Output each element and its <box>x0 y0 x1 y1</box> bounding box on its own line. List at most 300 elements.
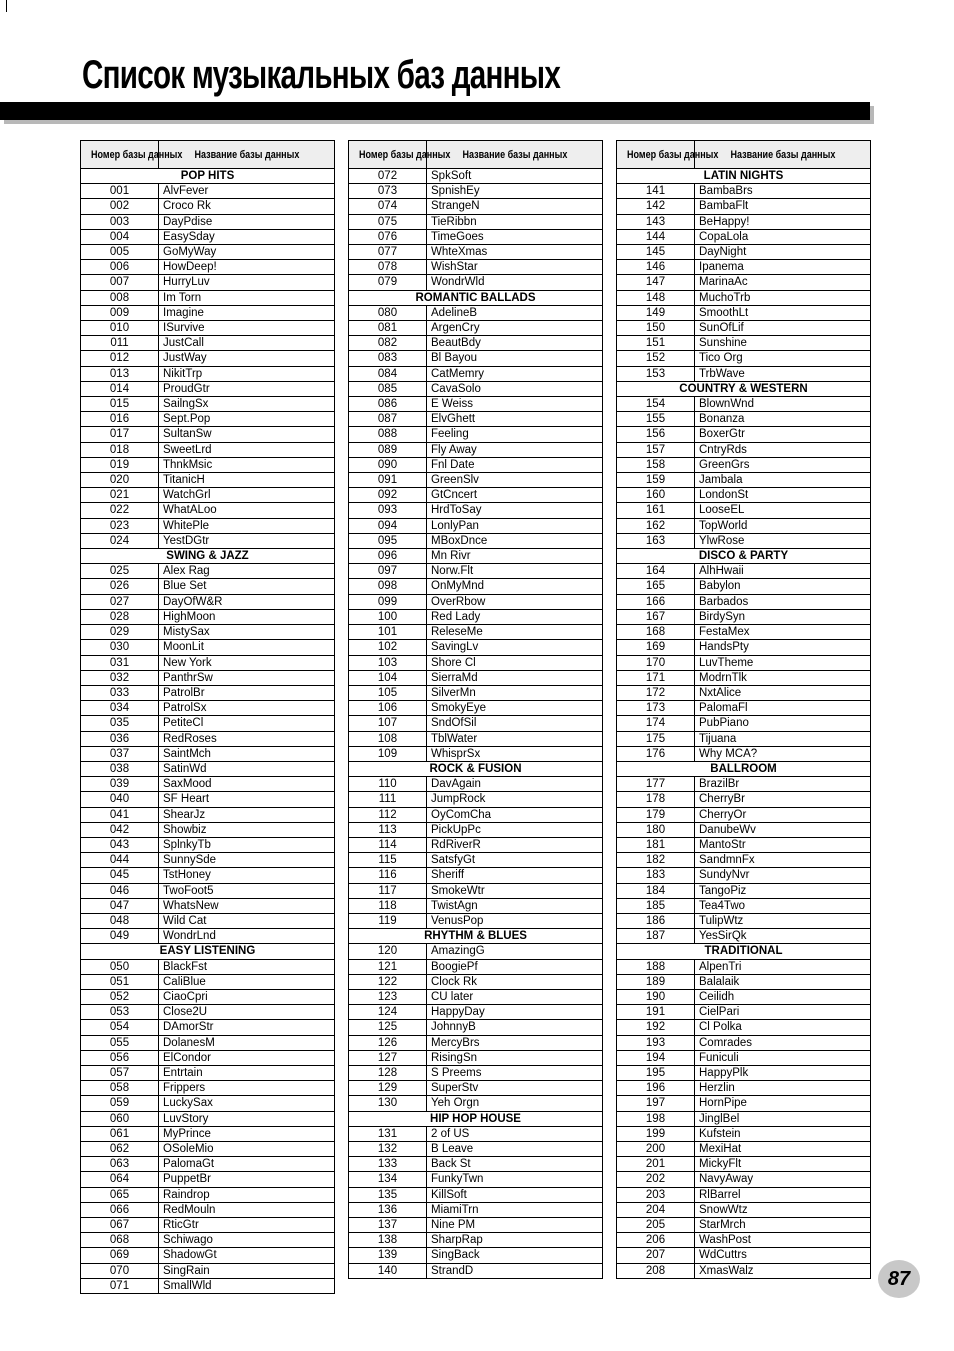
database-number: 181 <box>617 837 695 852</box>
database-number: 013 <box>81 366 159 381</box>
database-name: Tico Org <box>695 351 871 366</box>
database-number: 100 <box>349 609 427 624</box>
database-name: MoonLit <box>159 640 335 655</box>
database-number: 198 <box>617 1111 695 1126</box>
table-row <box>81 625 335 640</box>
database-number: 094 <box>349 518 427 533</box>
database-name: SpnishEy <box>427 184 603 199</box>
database-number: 087 <box>349 412 427 427</box>
table-row <box>81 336 335 351</box>
table-row <box>81 761 335 776</box>
table-row <box>81 929 335 944</box>
table-row <box>349 1035 603 1050</box>
database-number: 158 <box>617 457 695 472</box>
database-number: 173 <box>617 701 695 716</box>
database-number: 107 <box>349 716 427 731</box>
table-row <box>349 609 603 624</box>
database-name: HighMoon <box>159 609 335 624</box>
database-number: 176 <box>617 746 695 761</box>
database-name: TimeGoes <box>427 229 603 244</box>
database-column-2 <box>348 140 602 1279</box>
page-title: Список музыкальных баз данных <box>82 53 561 97</box>
database-name: SndOfSil <box>427 716 603 731</box>
database-number: 103 <box>349 655 427 670</box>
table-row <box>81 1142 335 1157</box>
table-row <box>617 898 871 913</box>
table-row <box>81 1096 335 1111</box>
database-name: RedMouln <box>159 1202 335 1217</box>
database-name: Why MCA? <box>695 746 871 761</box>
database-name: ProudGtr <box>159 381 335 396</box>
database-name: FestaMex <box>695 625 871 640</box>
database-number: 030 <box>81 640 159 655</box>
database-number: 040 <box>81 792 159 807</box>
database-name: CatMemry <box>427 366 603 381</box>
database-number: 098 <box>349 579 427 594</box>
database-name: SuperStv <box>427 1081 603 1096</box>
database-number: 128 <box>349 1065 427 1080</box>
database-name: SmokeWtr <box>427 883 603 898</box>
database-number: 105 <box>349 685 427 700</box>
database-name: CavaSolo <box>427 381 603 396</box>
database-number: 134 <box>349 1172 427 1187</box>
database-number: 155 <box>617 412 695 427</box>
database-name: SweetLrd <box>159 442 335 457</box>
database-name: Back St <box>427 1157 603 1172</box>
database-number: 027 <box>81 594 159 609</box>
database-number: 039 <box>81 777 159 792</box>
database-name: VenusPop <box>427 913 603 928</box>
database-name: TwoFoot5 <box>159 883 335 898</box>
database-number: 153 <box>617 366 695 381</box>
category-heading: COUNTRY & WESTERN <box>617 381 871 396</box>
database-name: PalomaGt <box>159 1157 335 1172</box>
table-row <box>349 214 603 229</box>
category-heading: LATIN NIGHTS <box>617 169 871 184</box>
category-row <box>81 549 335 564</box>
database-number: 084 <box>349 366 427 381</box>
database-number: 042 <box>81 822 159 837</box>
table-row <box>81 229 335 244</box>
table-row <box>81 260 335 275</box>
table-row <box>349 594 603 609</box>
table-row <box>349 716 603 731</box>
database-name: SailngSx <box>159 397 335 412</box>
database-name: OSoleMio <box>159 1142 335 1157</box>
table-row <box>81 731 335 746</box>
database-name: YlwRose <box>695 533 871 548</box>
table-row <box>81 290 335 305</box>
database-number: 014 <box>81 381 159 396</box>
table-row <box>349 579 603 594</box>
database-number: 055 <box>81 1035 159 1050</box>
database-name: GoMyWay <box>159 245 335 260</box>
table-row <box>81 381 335 396</box>
database-name: LooseEL <box>695 503 871 518</box>
database-name: MiamiTrn <box>427 1202 603 1217</box>
table-row <box>81 1233 335 1248</box>
category-row <box>617 761 871 776</box>
database-name: LondonSt <box>695 488 871 503</box>
table-row <box>617 1035 871 1050</box>
database-number: 058 <box>81 1081 159 1096</box>
database-number: 208 <box>617 1263 695 1278</box>
database-name: JustWay <box>159 351 335 366</box>
database-name: 2 of US <box>427 1126 603 1141</box>
table-row <box>81 1187 335 1202</box>
database-number: 184 <box>617 883 695 898</box>
database-number: 089 <box>349 442 427 457</box>
database-name: FunkyTwn <box>427 1172 603 1187</box>
database-number: 144 <box>617 229 695 244</box>
database-number: 189 <box>617 974 695 989</box>
database-number: 015 <box>81 397 159 412</box>
database-name: HornPipe <box>695 1096 871 1111</box>
table-row <box>81 1081 335 1096</box>
database-number: 072 <box>349 169 427 184</box>
table-row <box>617 488 871 503</box>
database-number: 038 <box>81 761 159 776</box>
database-number: 104 <box>349 670 427 685</box>
database-name: ModrnTlk <box>695 670 871 685</box>
database-number: 086 <box>349 397 427 412</box>
database-name: PatrolBr <box>159 685 335 700</box>
database-number: 177 <box>617 777 695 792</box>
database-name: XmasWalz <box>695 1263 871 1278</box>
database-name: Shore Cl <box>427 655 603 670</box>
database-name: Norw.Flt <box>427 564 603 579</box>
database-name: Wild Cat <box>159 913 335 928</box>
database-number: 175 <box>617 731 695 746</box>
database-number: 159 <box>617 473 695 488</box>
table-row <box>349 883 603 898</box>
database-name: SnowWtz <box>695 1202 871 1217</box>
database-name: Imagine <box>159 305 335 320</box>
table-row <box>617 184 871 199</box>
table-row <box>81 488 335 503</box>
table-row <box>349 473 603 488</box>
table-row <box>349 701 603 716</box>
database-number: 096 <box>349 549 427 564</box>
database-name: YesSirQk <box>695 929 871 944</box>
table-row <box>349 229 603 244</box>
category-heading: POP HITS <box>81 169 335 184</box>
database-number: 083 <box>349 351 427 366</box>
database-name: Mn Rivr <box>427 549 603 564</box>
database-name: Sunshine <box>695 336 871 351</box>
database-name: MarinaAc <box>695 275 871 290</box>
table-row <box>349 457 603 472</box>
table-row <box>81 1065 335 1080</box>
database-number: 178 <box>617 792 695 807</box>
table-row <box>81 974 335 989</box>
database-table <box>616 140 871 1279</box>
database-name: CaliBlue <box>159 974 335 989</box>
database-number: 061 <box>81 1126 159 1141</box>
database-number: 118 <box>349 898 427 913</box>
database-name: Bonanza <box>695 412 871 427</box>
table-row <box>617 625 871 640</box>
table-row <box>349 549 603 564</box>
page-number: 87 <box>878 1260 920 1298</box>
database-name: MuchoTrb <box>695 290 871 305</box>
database-name: JustCall <box>159 336 335 351</box>
database-name: Frippers <box>159 1081 335 1096</box>
database-name: WondrLnd <box>159 929 335 944</box>
database-number: 179 <box>617 807 695 822</box>
table-row <box>81 427 335 442</box>
database-number: 148 <box>617 290 695 305</box>
table-row <box>617 1020 871 1035</box>
database-name: TulipWtz <box>695 913 871 928</box>
database-number: 154 <box>617 397 695 412</box>
table-row <box>349 913 603 928</box>
table-row <box>349 533 603 548</box>
table-row <box>617 1005 871 1020</box>
database-name: WhteXmas <box>427 245 603 260</box>
database-number: 182 <box>617 853 695 868</box>
database-name: MexiHat <box>695 1142 871 1157</box>
table-row <box>617 807 871 822</box>
database-name: SmoothLt <box>695 305 871 320</box>
table-row <box>81 275 335 290</box>
table-row <box>617 1202 871 1217</box>
database-name: Feeling <box>427 427 603 442</box>
database-number: 171 <box>617 670 695 685</box>
database-name: SandmnFx <box>695 853 871 868</box>
database-name: DayOfW&R <box>159 594 335 609</box>
database-number: 164 <box>617 564 695 579</box>
table-row <box>617 1050 871 1065</box>
category-heading: ROCK & FUSION <box>349 761 603 776</box>
category-heading: HIP HOP HOUSE <box>349 1111 603 1126</box>
category-heading: DISCO & PARTY <box>617 549 871 564</box>
table-row <box>81 777 335 792</box>
category-heading: TRADITIONAL <box>617 944 871 959</box>
database-number: 049 <box>81 929 159 944</box>
database-name: Cl Polka <box>695 1020 871 1035</box>
database-name: BoogiePf <box>427 959 603 974</box>
database-number: 095 <box>349 533 427 548</box>
database-name: SunOfLif <box>695 321 871 336</box>
database-name: BrazilBr <box>695 777 871 792</box>
database-name: Close2U <box>159 1005 335 1020</box>
database-number: 047 <box>81 898 159 913</box>
database-number: 150 <box>617 321 695 336</box>
table-row <box>617 1081 871 1096</box>
database-number: 109 <box>349 746 427 761</box>
header-number <box>81 141 183 169</box>
database-name: RlBarrel <box>695 1187 871 1202</box>
database-number: 162 <box>617 518 695 533</box>
database-number: 160 <box>617 488 695 503</box>
database-name: BeHappy! <box>695 214 871 229</box>
table-row <box>349 1081 603 1096</box>
table-row <box>617 1111 871 1126</box>
database-number: 102 <box>349 640 427 655</box>
table-row <box>81 807 335 822</box>
database-name: TwistAgn <box>427 898 603 913</box>
header-number <box>617 141 719 169</box>
database-name: PuppetBr <box>159 1172 335 1187</box>
table-row <box>349 670 603 685</box>
database-number: 077 <box>349 245 427 260</box>
database-number: 194 <box>617 1050 695 1065</box>
database-name: PetiteCl <box>159 716 335 731</box>
database-number: 126 <box>349 1035 427 1050</box>
database-number: 197 <box>617 1096 695 1111</box>
database-number: 190 <box>617 989 695 1004</box>
database-name: RticGtr <box>159 1218 335 1233</box>
table-row <box>81 412 335 427</box>
database-name: Ceilidh <box>695 989 871 1004</box>
table-row <box>349 989 603 1004</box>
category-row <box>349 290 603 305</box>
database-name: CiaoCpri <box>159 989 335 1004</box>
database-name: Raindrop <box>159 1187 335 1202</box>
database-name: PickUpPc <box>427 822 603 837</box>
database-name: TieRibbn <box>427 214 603 229</box>
table-row <box>617 640 871 655</box>
database-number: 156 <box>617 427 695 442</box>
table-row <box>81 1157 335 1172</box>
table-row <box>617 397 871 412</box>
database-name: MickyFlt <box>695 1157 871 1172</box>
header-name <box>427 141 603 169</box>
database-name: BirdySyn <box>695 609 871 624</box>
database-number: 188 <box>617 959 695 974</box>
table-row <box>349 746 603 761</box>
database-number: 019 <box>81 457 159 472</box>
database-name: SundyNvr <box>695 868 871 883</box>
table-row <box>617 229 871 244</box>
table-row <box>617 442 871 457</box>
database-column-1 <box>80 140 334 1294</box>
database-number: 063 <box>81 1157 159 1172</box>
table-row <box>349 822 603 837</box>
category-heading: BALLROOM <box>617 761 871 776</box>
database-number: 034 <box>81 701 159 716</box>
database-name: LonlyPan <box>427 518 603 533</box>
database-number: 010 <box>81 321 159 336</box>
table-row <box>617 1172 871 1187</box>
database-number: 166 <box>617 594 695 609</box>
database-number: 023 <box>81 518 159 533</box>
table-row <box>81 716 335 731</box>
table-row <box>617 321 871 336</box>
database-name: MBoxDnce <box>427 533 603 548</box>
category-row <box>617 169 871 184</box>
database-name: GreenGrs <box>695 457 871 472</box>
database-name: StrandD <box>427 1263 603 1278</box>
header-number-label: Номер базы данных <box>627 148 719 161</box>
database-name: SplnkyTb <box>159 837 335 852</box>
table-row <box>617 837 871 852</box>
database-number: 035 <box>81 716 159 731</box>
database-name: HappyPlk <box>695 1065 871 1080</box>
table-row <box>617 533 871 548</box>
table-row <box>349 1157 603 1172</box>
database-number: 201 <box>617 1157 695 1172</box>
database-number: 145 <box>617 245 695 260</box>
table-row <box>81 199 335 214</box>
database-number: 064 <box>81 1172 159 1187</box>
database-number: 008 <box>81 290 159 305</box>
table-row <box>81 655 335 670</box>
database-number: 057 <box>81 1065 159 1080</box>
category-row <box>349 761 603 776</box>
database-name: DanubeWv <box>695 822 871 837</box>
database-name: ISurvive <box>159 321 335 336</box>
database-number: 026 <box>81 579 159 594</box>
database-number: 053 <box>81 1005 159 1020</box>
database-name: OverRbow <box>427 594 603 609</box>
table-row <box>349 898 603 913</box>
database-name: OnMyMnd <box>427 579 603 594</box>
database-number: 123 <box>349 989 427 1004</box>
table-row <box>349 731 603 746</box>
database-name: DAmorStr <box>159 1020 335 1035</box>
database-number: 029 <box>81 625 159 640</box>
database-number: 195 <box>617 1065 695 1080</box>
table-row <box>617 427 871 442</box>
database-number: 016 <box>81 412 159 427</box>
table-row <box>617 1065 871 1080</box>
database-number: 120 <box>349 944 427 959</box>
table-row <box>81 321 335 336</box>
database-name: PanthrSw <box>159 670 335 685</box>
database-number: 125 <box>349 1020 427 1035</box>
table-row <box>617 366 871 381</box>
table-row <box>349 1050 603 1065</box>
database-name: TstHoney <box>159 868 335 883</box>
table-row <box>349 381 603 396</box>
table-row <box>617 913 871 928</box>
database-name: CherryBr <box>695 792 871 807</box>
database-name: BoxerGtr <box>695 427 871 442</box>
database-name: Yeh Orgn <box>427 1096 603 1111</box>
table-row <box>81 245 335 260</box>
table-row <box>617 777 871 792</box>
database-number: 110 <box>349 777 427 792</box>
table-row <box>81 792 335 807</box>
database-name: DayNight <box>695 245 871 260</box>
database-number: 012 <box>81 351 159 366</box>
database-name: LuckySax <box>159 1096 335 1111</box>
database-number: 081 <box>349 321 427 336</box>
database-name: Fly Away <box>427 442 603 457</box>
table-row <box>617 199 871 214</box>
table-row <box>349 1096 603 1111</box>
database-number: 090 <box>349 457 427 472</box>
database-name: AlhHwaii <box>695 564 871 579</box>
table-row <box>617 214 871 229</box>
table-row <box>349 397 603 412</box>
table-row <box>617 503 871 518</box>
table-row <box>81 214 335 229</box>
table-row <box>349 199 603 214</box>
table-row <box>81 564 335 579</box>
database-name: CntryRds <box>695 442 871 457</box>
database-number: 009 <box>81 305 159 320</box>
database-name: Jambala <box>695 473 871 488</box>
database-number: 044 <box>81 853 159 868</box>
database-number: 079 <box>349 275 427 290</box>
database-number: 050 <box>81 959 159 974</box>
database-number: 151 <box>617 336 695 351</box>
table-row <box>617 412 871 427</box>
database-name: Kufstein <box>695 1126 871 1141</box>
